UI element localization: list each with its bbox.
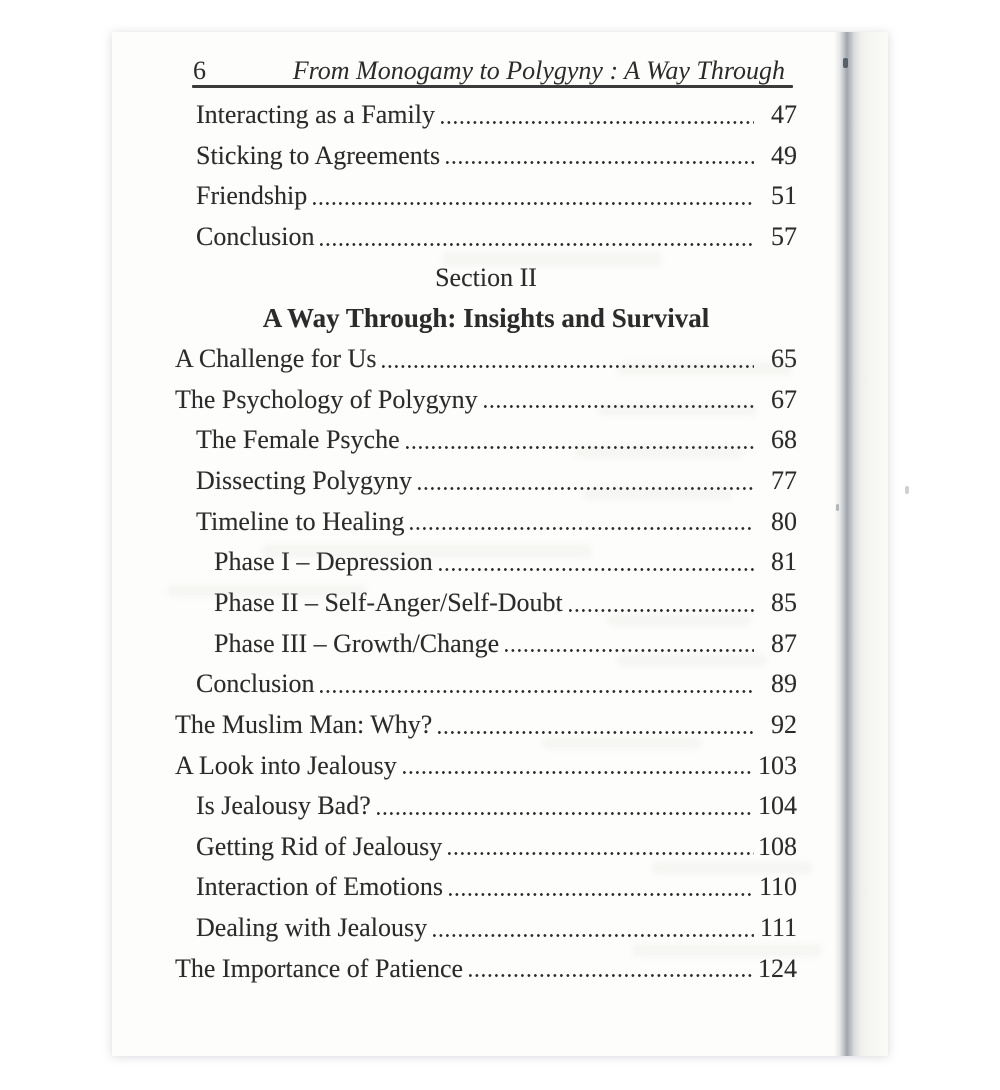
toc-entry-page: 57	[771, 221, 797, 251]
toc-entry	[175, 542, 797, 583]
toc-entry-page: 89	[771, 669, 797, 699]
toc-entry	[175, 583, 797, 624]
dot-leader	[382, 365, 754, 368]
toc-entry-page: 85	[771, 587, 797, 617]
dot-leader	[410, 527, 754, 530]
toc-entry-label: The Importance of Patience	[175, 953, 464, 983]
dot-leader	[569, 609, 754, 612]
toc-entry-label: Conclusion	[196, 221, 315, 251]
toc-entry-label: Phase I – Depression	[214, 547, 433, 577]
page-edge-shadow	[834, 32, 888, 1056]
toc-entry	[175, 176, 797, 217]
toc-entry-page: 67	[771, 384, 797, 414]
toc-entry	[175, 949, 797, 990]
dot-leader	[469, 974, 754, 977]
dot-leader	[449, 893, 754, 896]
toc-entry	[175, 664, 797, 705]
dot-leader	[441, 121, 754, 124]
toc-entry-label: Interacting as a Family	[196, 100, 435, 129]
dot-leader	[320, 243, 754, 246]
toc-entry-label: The Psychology of Polygyny	[175, 384, 478, 414]
toc-entry-page: 49	[771, 140, 797, 170]
toc-entry-page: 111	[759, 913, 797, 943]
toc-entry-page: 110	[758, 872, 797, 902]
toc-entry	[175, 624, 797, 665]
toc-entry	[175, 746, 797, 787]
toc-entry-label: Dealing with Jealousy	[196, 913, 428, 943]
running-title: From Monogamy to Polygyny : A Way Through	[292, 56, 785, 85]
toc-entry-label: Sticking to Agreements	[196, 140, 441, 170]
section-heading: Section II	[435, 262, 537, 292]
dot-leader	[403, 771, 754, 774]
toc-entry-page: 80	[771, 506, 797, 536]
toc-entry-label: Friendship	[196, 181, 308, 211]
toc-entry	[175, 867, 797, 908]
toc-entry-label: A Look into Jealousy	[175, 750, 397, 780]
toc-entry-label: Dissecting Polygyny	[196, 465, 412, 495]
dot-leader	[320, 690, 754, 693]
toc-entry	[175, 380, 797, 421]
toc-entry-page: 51	[771, 181, 797, 211]
toc-entry-page: 65	[771, 343, 797, 373]
toc-entry	[175, 461, 797, 502]
toc-entry-label: The Muslim Man: Why?	[175, 709, 433, 739]
toc-entry-page: 68	[771, 425, 797, 455]
page-number: 6	[193, 56, 206, 85]
dot-leader	[448, 852, 754, 855]
toc-entry-page: 108	[758, 831, 797, 861]
toc-entry-page: 81	[771, 547, 797, 577]
toc-entry-label: Phase II – Self-Anger/Self-Doubt	[214, 587, 563, 617]
book-page	[112, 32, 888, 1056]
toc-entry-label: Getting Rid of Jealousy	[196, 831, 443, 861]
header-rule	[192, 85, 793, 88]
toc-entry	[175, 136, 797, 177]
toc-entry	[175, 827, 797, 868]
dot-leader	[505, 649, 754, 652]
dot-leader	[484, 405, 754, 408]
toc-entry	[175, 908, 797, 949]
toc-entry	[175, 786, 797, 827]
dot-leader	[377, 812, 754, 815]
dot-leader	[446, 161, 754, 164]
toc-entry-page: 47	[771, 100, 797, 129]
toc-entry-page: 87	[771, 628, 797, 658]
dot-leader	[439, 568, 754, 571]
toc-entry	[175, 217, 797, 258]
scan-speck	[905, 486, 909, 494]
toc-entry-label: The Female Psyche	[196, 425, 400, 455]
toc-entry-label: Is Jealousy Bad?	[196, 791, 371, 821]
toc-entry-page: 77	[771, 465, 797, 495]
page-header	[112, 56, 888, 88]
toc-entry	[175, 420, 797, 461]
toc-entry	[175, 502, 797, 543]
dot-leader	[433, 934, 754, 937]
toc-entry	[175, 95, 797, 136]
toc-entry-label: Conclusion	[196, 669, 315, 699]
toc-entry-page: 92	[771, 709, 797, 739]
toc-entry	[175, 339, 797, 380]
toc-entry-label: Phase III – Growth/Change	[214, 628, 500, 658]
toc-entry-page: 104	[758, 791, 797, 821]
dot-leader	[418, 487, 754, 490]
toc-entry-label: Timeline to Healing	[196, 506, 405, 536]
toc-entry-label: Interaction of Emotions	[196, 872, 443, 902]
toc-entry-page: 124	[758, 953, 797, 983]
toc-entry	[175, 705, 797, 746]
section-title: A Way Through: Insights and Survival	[262, 303, 710, 334]
dot-leader	[313, 202, 754, 205]
toc-entry-label: A Challenge for Us	[175, 343, 377, 373]
dot-leader	[438, 731, 754, 734]
dot-leader	[406, 446, 754, 449]
toc-entry-page: 103	[758, 750, 797, 780]
toc-rows	[175, 95, 797, 989]
